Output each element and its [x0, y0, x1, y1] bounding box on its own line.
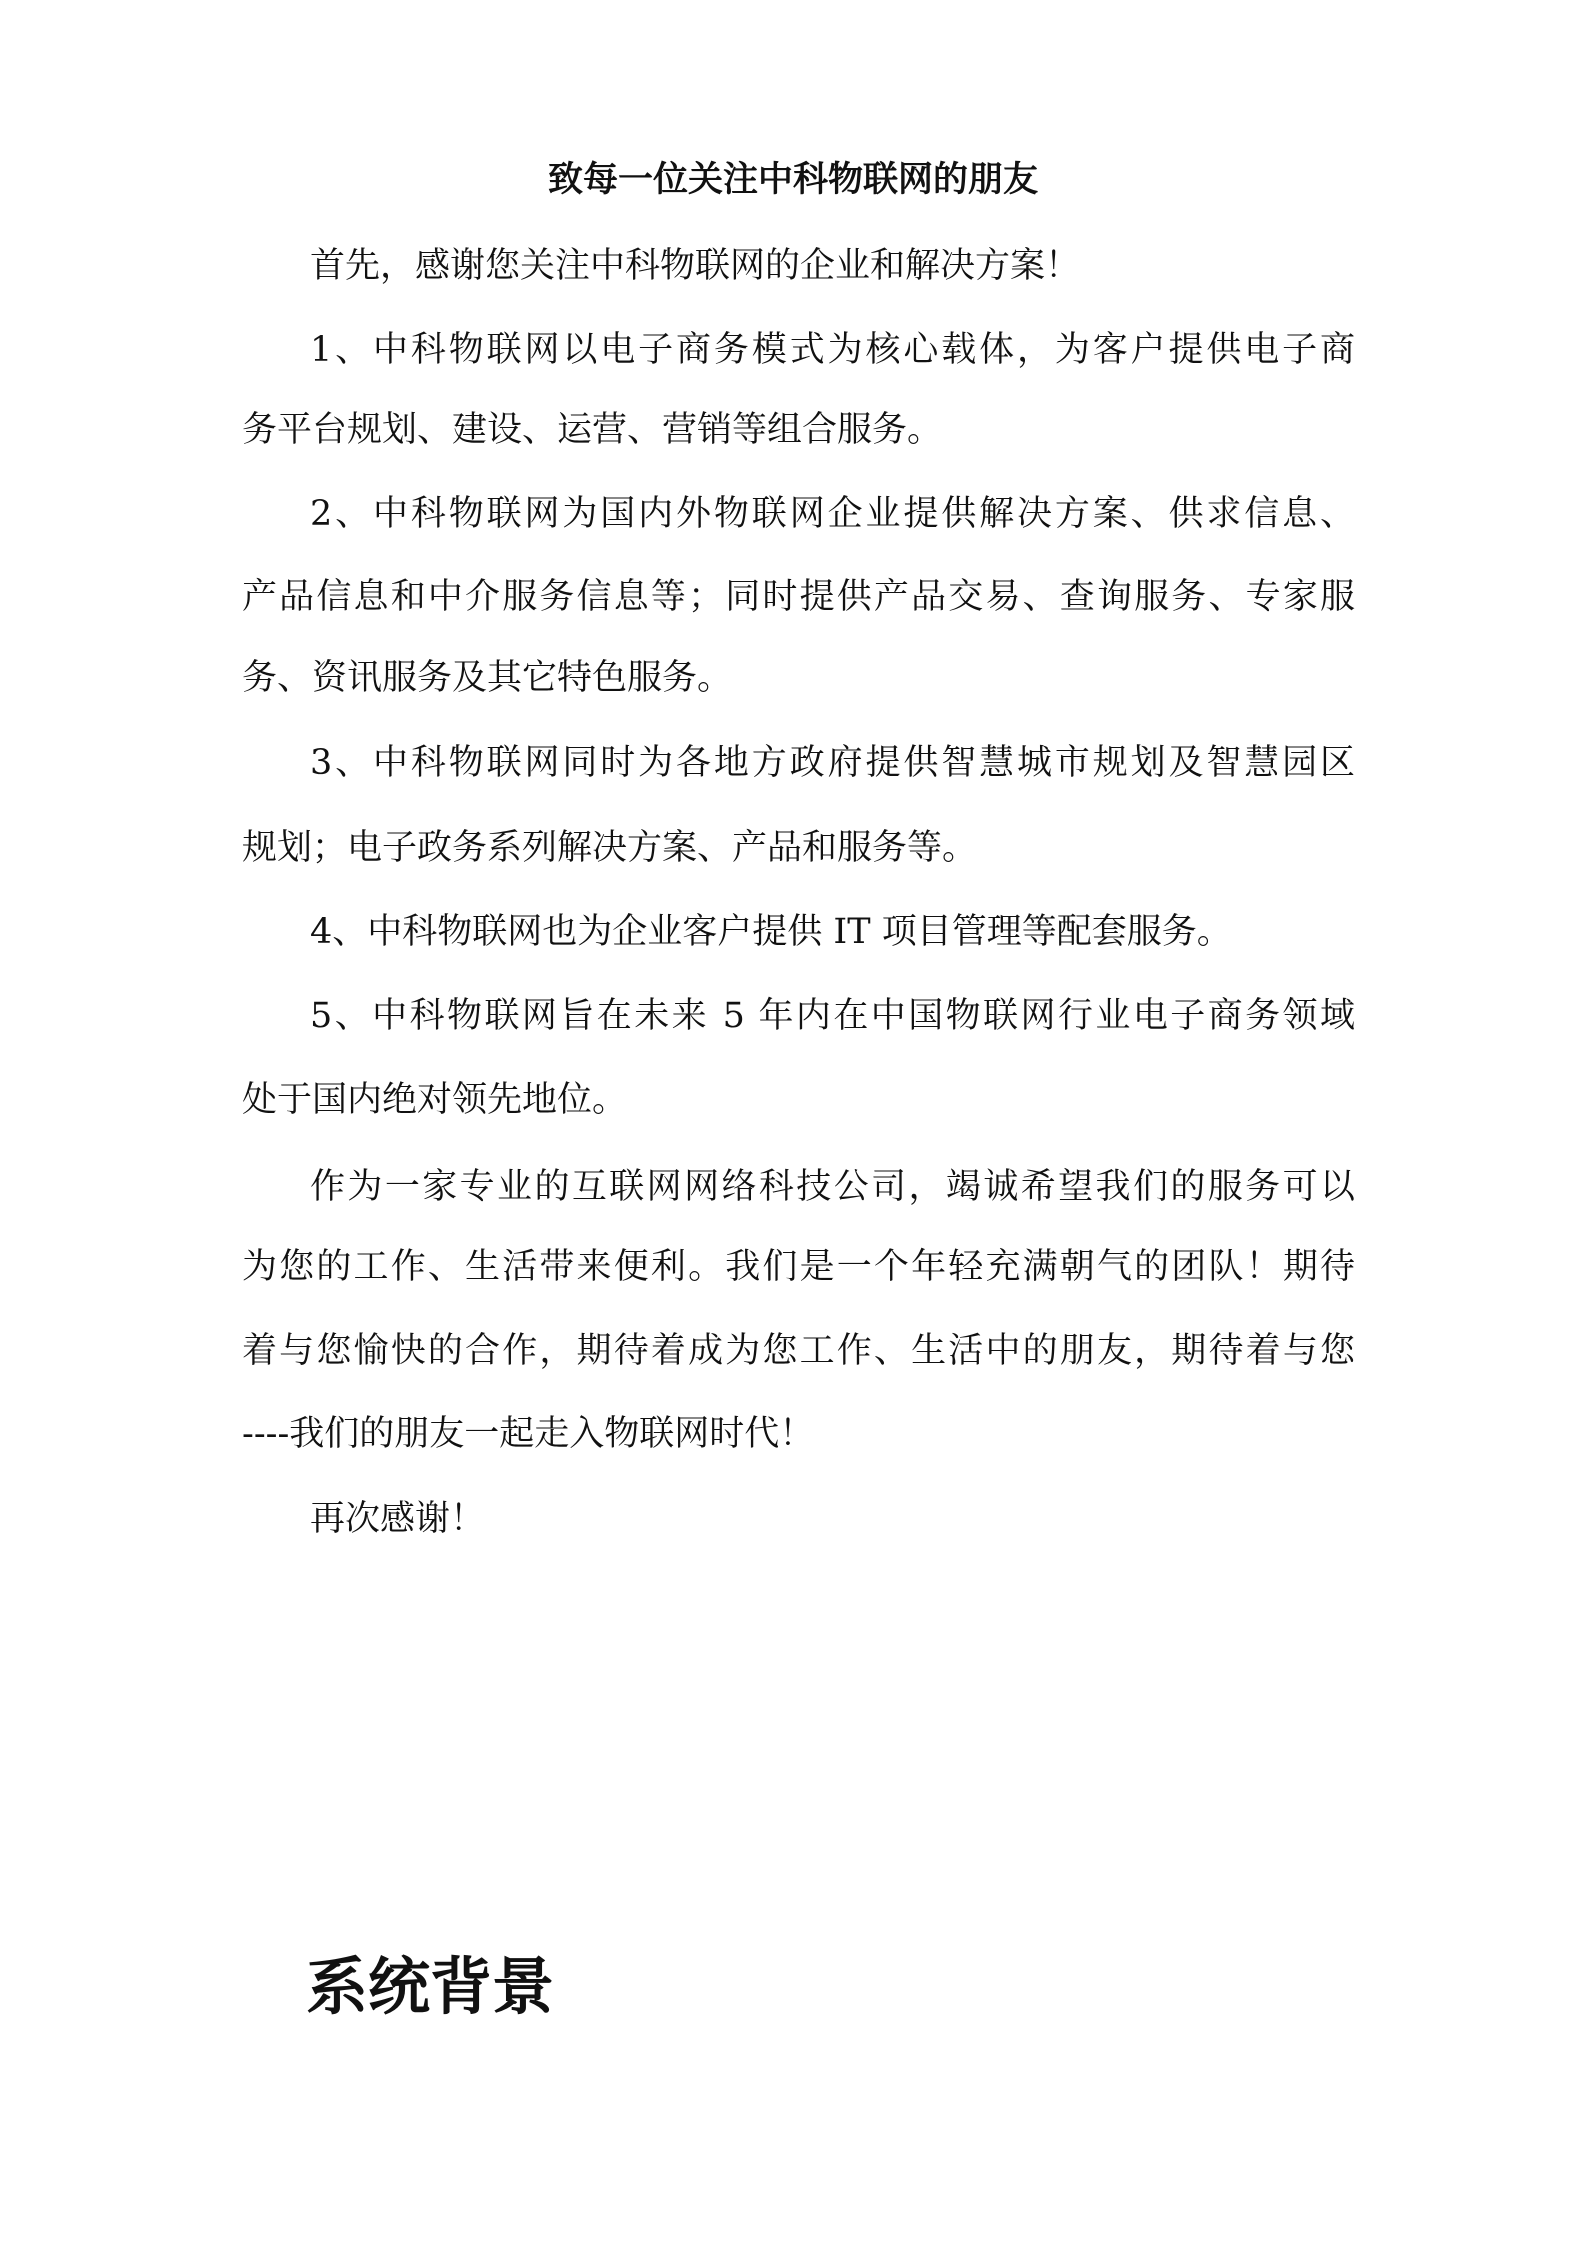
intro-paragraph: 首先，感谢您关注中科物联网的企业和解决方案！: [310, 246, 1081, 286]
thanks-line: 再次感谢！: [310, 1499, 486, 1539]
item-5-line-2: 处于国内绝对领先地位。: [242, 1080, 628, 1120]
item-1-line-2: 务平台规划、建设、运营、营销等组合服务。: [242, 410, 943, 450]
section-heading: 系统背景: [306, 1950, 555, 2023]
item-2-line-1: 2、中科物联网为国内外物联网企业提供解决方案、供求信息、: [310, 494, 1355, 534]
letter-title: 致每一位关注中科物联网的朋友: [547, 159, 1038, 200]
item-3-line-2: 规划；电子政务系列解决方案、产品和服务等。: [242, 828, 978, 868]
item-1-line-1: 1、中科物联网以电子商务模式为核心载体，为客户提供电子商: [310, 330, 1355, 370]
closing-line-4: ----我们的朋友一起走入物联网时代！: [242, 1414, 815, 1454]
item-2-line-2: 产品信息和中介服务信息等；同时提供产品交易、查询服务、专家服: [242, 577, 1355, 617]
closing-line-2: 为您的工作、生活带来便利。我们是一个年轻充满朝气的团队！期待: [242, 1247, 1355, 1287]
closing-line-3: 着与您愉快的合作，期待着成为您工作、生活中的朋友，期待着与您: [242, 1331, 1355, 1371]
item-3-line-1: 3、中科物联网同时为各地方政府提供智慧城市规划及智慧园区: [310, 743, 1355, 783]
item-5-line-1: 5、中科物联网旨在未来 5 年内在中国物联网行业电子商务领域: [310, 996, 1355, 1036]
closing-line-1: 作为一家专业的互联网网络科技公司，竭诚希望我们的服务可以: [310, 1167, 1355, 1207]
item-2-line-3: 务、资讯服务及其它特色服务。: [242, 658, 733, 698]
item-4-line-1: 4、中科物联网也为企业客户提供 IT 项目管理等配套服务。: [310, 912, 1232, 952]
